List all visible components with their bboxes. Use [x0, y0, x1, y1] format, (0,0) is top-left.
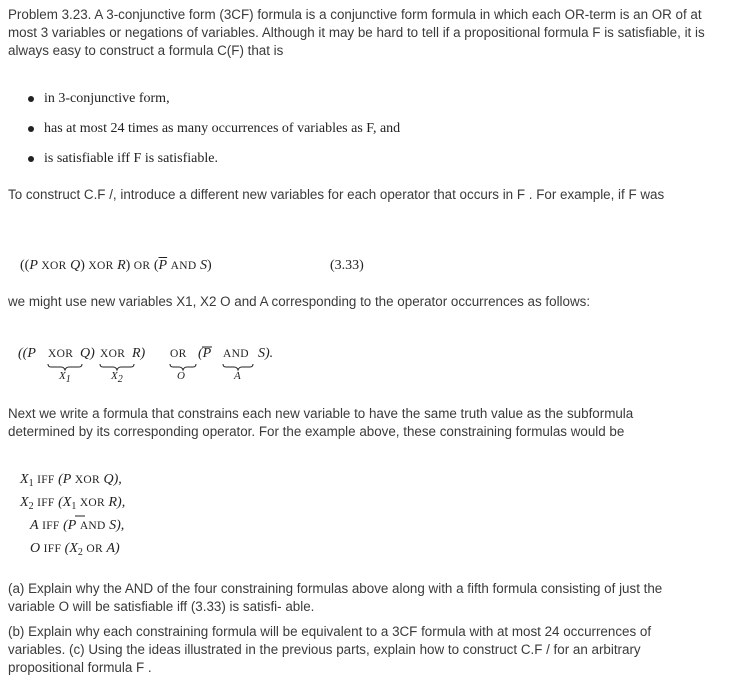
underbrace-formula: [18, 346, 318, 386]
overline-p-constraint: [74, 515, 88, 519]
formula-end: S).: [258, 346, 274, 361]
next-paragraph: Next we write a formula that constrains each new variable to have the same truth value as the subformula determined by its corresponding operator. For the example above, these constraining formulas would be: [8, 406, 634, 439]
bullet-icon: [28, 126, 34, 132]
constraining-formulas: [20, 470, 125, 562]
label-x1: X1: [59, 370, 71, 385]
label-a: A: [234, 370, 241, 382]
label-x2: X2: [111, 370, 123, 385]
formula-prefix: ((P: [18, 346, 36, 361]
xor-operator-1: XOR: [48, 348, 74, 360]
formula-segment: R): [132, 346, 146, 361]
formula-segment: Q): [80, 346, 95, 361]
equation-number: (3.33): [330, 258, 364, 273]
list-item: is satisfiable iff F is satisfiable.: [28, 150, 400, 180]
bullet-icon: [28, 96, 34, 102]
list-item: has at most 24 times as many occurrences of variables as F, and: [28, 120, 400, 150]
or-operator: OR: [170, 348, 187, 360]
and-operator: AND: [223, 348, 249, 360]
part-a-question: (a) Explain why the AND of the four constraining formulas above along with a fifth formula consisting of just the variable O will be satisfiable iff (3.33) is satisfi- able.: [8, 581, 663, 614]
constraint-row: O IFF ($X_2$ OR A): [30, 541, 120, 558]
list-item: in 3-conjunctive form,: [28, 90, 400, 120]
new-variables-paragraph: we might use new variables X1, X2 O and A corresponding to the operator occurrences as follows:: [8, 294, 591, 309]
construct-paragraph: To construct C.F /, introduce a different new variables for each operator that occurs in F . For example, if F was: [8, 187, 665, 202]
xor-operator-2: XOR: [100, 348, 126, 360]
constraint-row: A IFF (P AND S),: [30, 518, 125, 533]
part-b-question: (b) Explain why each constraining formula will be equivalent to a 3CF formula with at most 24 occurrences of variables. (c) Using the ideas illustrated in the previous parts, explain how to construct C.F / for an arbitrary propositional formula F .: [8, 624, 652, 675]
constraint-row: $X_2$ IFF ($X_1$ XOR R),: [20, 495, 126, 512]
bullet-icon: [28, 156, 34, 162]
formula-3-33: ((P XOR Q) XOR R) OR ($\overline{P}$ AND S): [20, 258, 212, 273]
formula-segment: (P: [198, 346, 212, 361]
label-o: O: [177, 370, 185, 382]
requirement-list: [28, 90, 400, 180]
constraint-row: $X_1$ IFF (P XOR Q),: [20, 472, 122, 489]
intro-paragraph: Problem 3.23. A 3-conjunctive form (3CF) formula is a conjunctive form formula in which each OR-term is an OR of at most 3 variables or negations of variables. Although it may be hard to tell if a propositional formula F is satisfiable, it is always easy to construct a formula C(F) that is: [8, 7, 705, 58]
